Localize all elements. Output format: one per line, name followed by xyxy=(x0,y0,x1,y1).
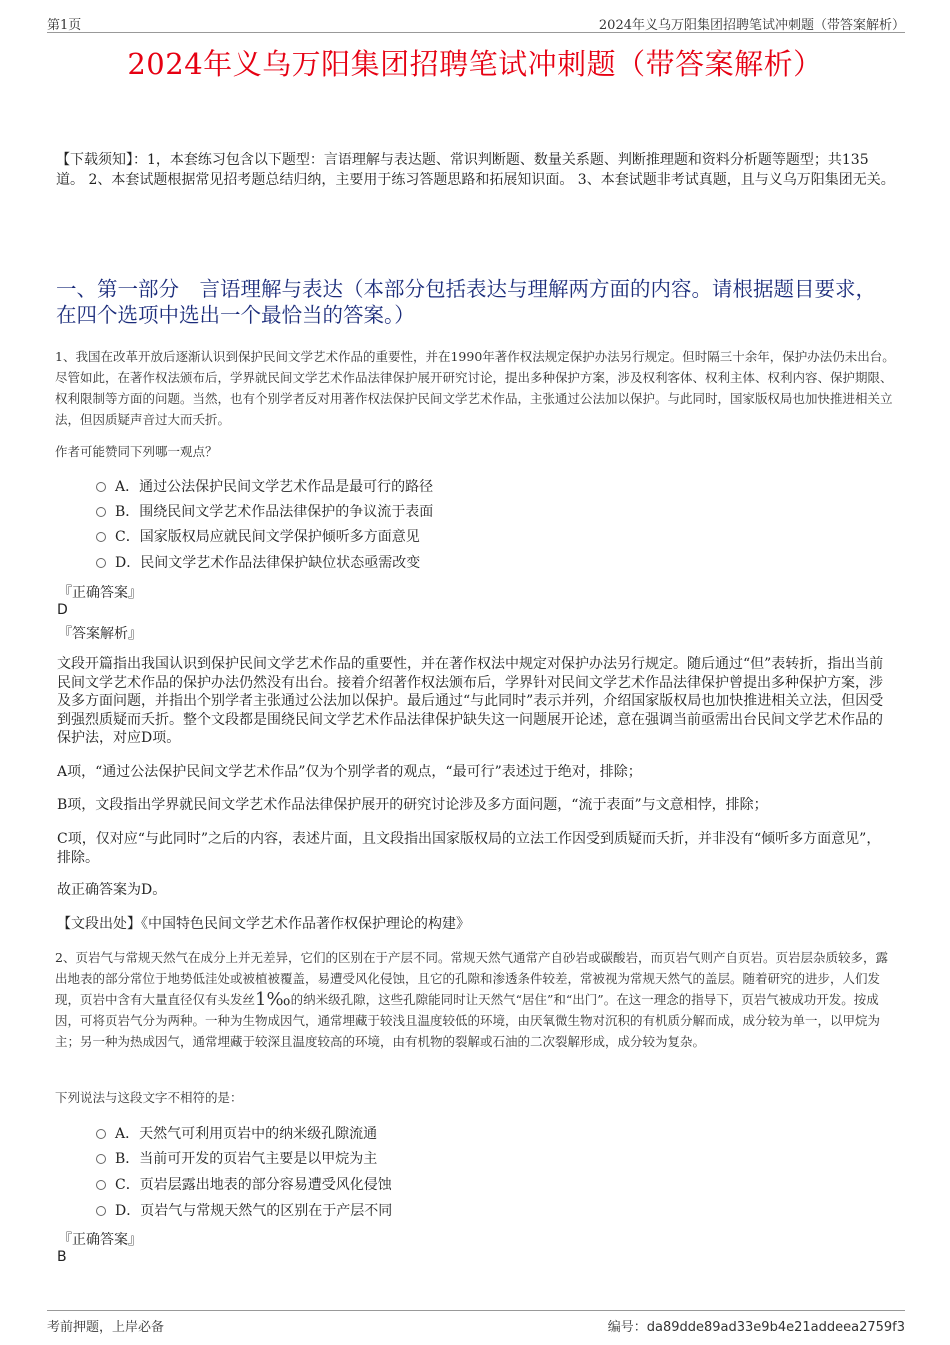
q2-answer: B xyxy=(57,1249,67,1265)
q1-analysis-c: C项，仅对应“与此同时”之后的内容，表述片面，且文段指出国家版权局的立法工作因受到质疑而夭折，并非没有“倾听多方面意见”，排除。 xyxy=(57,831,881,866)
q2-option-b[interactable] xyxy=(96,1149,377,1169)
radio-icon[interactable] xyxy=(96,1129,106,1139)
option-label: D．民间文学艺术作品法律保护缺位状态亟需改变 xyxy=(115,555,421,571)
download-notice: 【下载须知】：1，本套练习包含以下题型：言语理解与表达题、常识判断题、数量关系题、判断推理题和资料分析题等题型；共135道。 2、本套试题根据常见招考题总结归纳，主要用于练习答题思路和拓展知识面。 3、本套试题非考试真题，且与义乌万阳集团无关。 xyxy=(56,152,895,188)
page-footer xyxy=(47,1310,905,1335)
option-label: C．国家版权局应就民间文学保护倾听多方面意见 xyxy=(115,529,420,545)
footer-slogan: 考前押题，上岸必备 xyxy=(47,1320,165,1335)
option-label: A．通过公法保护民间文学艺术作品是最可行的路径 xyxy=(115,479,434,495)
q1-option-b[interactable] xyxy=(96,502,433,522)
option-label: D．页岩气与常规天然气的区别在于产层不同 xyxy=(115,1203,393,1219)
q1-answer-label: 『正确答案』 xyxy=(58,585,142,601)
question-1-prompt: 作者可能赞同下列哪一观点？ xyxy=(55,444,218,459)
q2-text-before: 2、页岩气与常规天然气在成分上并无差异，它们的区别在于产层不同。常规天然气通常产自砂岩或碳酸岩，而页岩气则产自页岩。页岩层杂质较多，露出地表的部分常位于地势低洼处或被植被覆盖，易遭受风化侵蚀，且它的孔隙和渗透条件较差，常被视为常规天然气的盖层。随着研究的进步，人们发现，页岩中含有大量直径仅有头发丝 xyxy=(55,950,888,1007)
q1-option-d[interactable] xyxy=(96,553,420,573)
code-label: 编号： xyxy=(607,1320,647,1335)
code-value: da89dde89ad33e9b4e21addeea2759f3 xyxy=(646,1320,905,1335)
q2-answer-label: 『正确答案』 xyxy=(58,1232,142,1248)
page-number: 第1页 xyxy=(47,18,82,33)
section-title: 一、第一部分 言语理解与表达（本部分包括表达与理解两方面的内容。请根据题目要求，在四个选项中选出一个最恰当的答案。） xyxy=(56,277,876,327)
q2-option-c[interactable] xyxy=(96,1175,392,1195)
option-label: B．围绕民间文学艺术作品法律保护的争议流于表面 xyxy=(115,504,434,520)
q2-option-d[interactable] xyxy=(96,1201,392,1221)
radio-icon[interactable] xyxy=(96,1206,106,1216)
radio-icon[interactable] xyxy=(96,532,106,542)
q1-analysis-main: 文段开篇指出我国认识到保护民间文学艺术作品的重要性，并在著作权法中规定对保护办法另行规定。随后通过“但”表转折，指出当前民间文学艺术作品的保护办法仍然没有出台。接着介绍著作权法颁布后，学界针对民间文学艺术作品法律保护曾提出多种保护方案，涉及多方面问题，并指出个别学者主张通过公法加以保护。最后通过“与此同时”表示并列，介绍国家版权局也加快推进相关立法，但因受到强烈质疑而夭折。整个文段都是围绕民间文学艺术作品法律保护缺失这一问题展开论述，意在强调当前亟需出台民间文学艺术作品的保护法，对应D项。 xyxy=(57,656,884,746)
q1-analysis-conclusion: 故正确答案为D。 xyxy=(57,882,167,898)
question-2-text xyxy=(55,947,897,1052)
q1-analysis-b: B项，文段指出学界就民间文学艺术作品法律保护展开的研究讨论涉及多方面问题，“流于表面”与文意相悖，排除； xyxy=(57,797,768,813)
radio-icon[interactable] xyxy=(96,507,106,517)
q1-option-c[interactable] xyxy=(96,527,420,547)
option-label: B．当前可开发的页岩气主要是以甲烷为主 xyxy=(115,1151,378,1167)
footer-code xyxy=(608,1316,905,1335)
question-2-prompt: 下列说法与这段文字不相符的是： xyxy=(55,1090,243,1105)
option-label: A．天然气可利用页岩中的纳米级孔隙流通 xyxy=(115,1126,378,1142)
permil-symbol: 1‰ xyxy=(255,989,291,1010)
radio-icon[interactable] xyxy=(96,482,106,492)
q1-analysis-label: 『答案解析』 xyxy=(58,626,142,642)
q2-option-a[interactable] xyxy=(96,1124,377,1144)
q1-analysis-a: A项，“通过公法保护民间文学艺术作品”仅为个别学者的观点，“最可行”表述过于绝对，排除； xyxy=(57,764,642,780)
radio-icon[interactable] xyxy=(96,558,106,568)
question-1-text: 1、我国在改革开放后逐渐认识到保护民间文学艺术作品的重要性，并在1990年著作权法规定保护办法另行规定。但时隔三十余年，保护办法仍未出台。尽管如此，在著作权法颁布后，学界就民间文学艺术作品法律保护展开研究讨论，提出多种保护方案，涉及权利客体、权利主体、权利内容、保护期限、权利限制等方面的问题。当然，也有个别学者反对用著作权法保护民间文学艺术作品，主张通过公法加以保护。与此同时，国家版权局也加快推进相关立法，但因质疑声音过大而夭折。 xyxy=(55,349,895,427)
q1-option-a[interactable] xyxy=(96,477,433,497)
page-header xyxy=(47,10,905,33)
document-title: 2024年义乌万阳集团招聘笔试冲刺题（带答案解析） xyxy=(127,47,823,81)
q2-text-after: 的纳米级孔隙，这些孔隙能同时让天然气“居住”和“出门”。在这一理念的指导下，页岩气被成功开发。按成因，可将页岩气分为两种。一种为生物成因气，通常埋藏于较浅且温度较低的环境，由厌氧微生物对沉积的有机质分解而成，成分较为单一，以甲烷为主；另一种为热成因气，通常埋藏于较深且温度较高的环境，由有机物的裂解或石油的二次裂解形成，成分较为复杂。 xyxy=(55,992,881,1049)
radio-icon[interactable] xyxy=(96,1180,106,1190)
radio-icon[interactable] xyxy=(96,1154,106,1164)
q1-answer: D xyxy=(57,602,68,618)
q1-source: 【文段出处】《中国特色民间文学艺术作品著作权保护理论的构建》 xyxy=(57,916,470,932)
option-label: C．页岩层露出地表的部分容易遭受风化侵蚀 xyxy=(115,1177,392,1193)
header-doc-title: 2024年义乌万阳集团招聘笔试冲刺题（带答案解析） xyxy=(598,18,905,33)
